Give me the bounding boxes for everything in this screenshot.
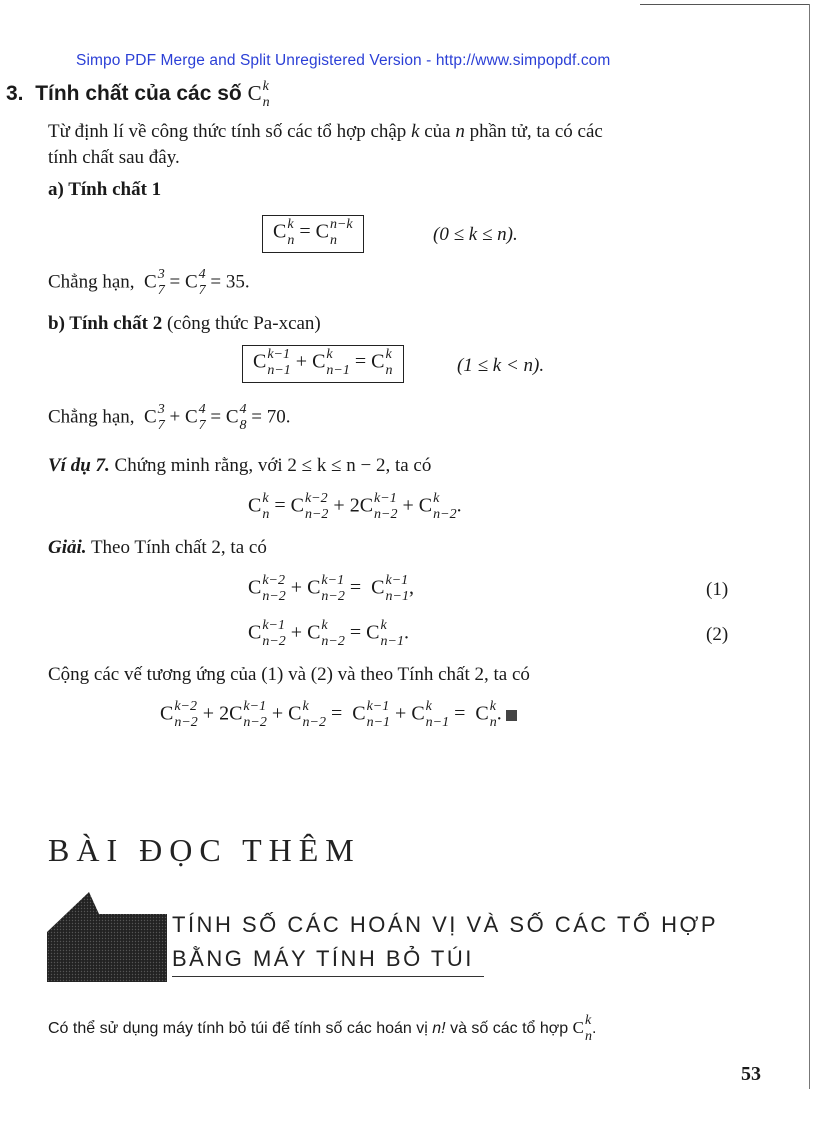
section-heading: 3. Tính chất của các số C k n: [6, 79, 270, 110]
property2-heading: b) Tính chất 2 (công thức Pa-xcan): [48, 313, 321, 334]
property1-condition: (0 ≤ k ≤ n).: [433, 224, 518, 245]
property1-heading: a) Tính chất 1: [48, 179, 162, 200]
section-number: 3.: [6, 81, 24, 105]
example7-statement: Ví dụ 7. Chứng minh rằng, với 2 ≤ k ≤ n − 2, ta có: [48, 455, 432, 476]
property2-example: Chẳng hạn, C 3 7 + C 4 7 = C 4 8 = 70.: [48, 402, 291, 433]
reading-paragraph: Có thể sử dụng máy tính bỏ túi để tính số các hoán vị n! và số các tổ hợp C k n .: [48, 1013, 597, 1044]
watermark-banner: Simpo PDF Merge and Split Unregistered Version - http://www.simpopdf.com: [76, 52, 611, 69]
solution-intro: Giải. Theo Tính chất 2, ta có: [48, 537, 267, 558]
solution-combine: Cộng các vế tương ứng của (1) và (2) và theo Tính chất 2, ta có: [48, 664, 530, 685]
property2-condition: (1 ≤ k < n).: [457, 355, 545, 376]
intro-paragraph: Từ định lí về công thức tính số các tổ hợp chập k của n phần tử, ta có các tính chất sau đây.: [48, 121, 603, 168]
right-border-line: [809, 4, 810, 1089]
decorative-block-icon: [47, 892, 167, 982]
property2-formula: C k−1 n−1 + C k n−1 = C k n: [242, 345, 404, 383]
solution-final-formula: C k−2 n−2 + 2C k−1 n−2 + C k n−2 = C k−1 n−1 + C k n−1 = C k n .: [160, 700, 517, 730]
reading-heading: [172, 908, 718, 977]
reading-heading-line2: BẰNG MÁY TÍNH BỎ TÚI: [172, 942, 484, 977]
property1-example: Chẳng hạn, C 3 7 = C 4 7 = 35.: [48, 267, 250, 298]
reading-heading-line1: TÍNH SỐ CÁC HOÁN VỊ VÀ SỐ CÁC TỔ HỢP: [172, 912, 719, 937]
page-number: 53: [741, 1063, 761, 1085]
solution-eq2: C k−1 n−2 + C k n−2 = C k n−1 .: [248, 618, 409, 649]
top-border-line: [640, 4, 810, 5]
eq1-tag: (1): [706, 579, 729, 600]
solution-eq1: C k−2 n−2 + C k−1 n−2 = C k−1 n−1 ,: [248, 573, 414, 604]
eq2-tag: (2): [706, 624, 729, 645]
end-of-proof-icon: [506, 710, 517, 721]
reading-title: BÀI ĐỌC THÊM: [48, 832, 361, 868]
property1-formula: C k n = C n−k n: [262, 215, 364, 253]
section-title: Tính chất của các số: [35, 81, 242, 105]
example7-formula: C k n = C k−2 n−2 + 2C k−1 n−2 + C k n−2 .: [248, 491, 462, 522]
